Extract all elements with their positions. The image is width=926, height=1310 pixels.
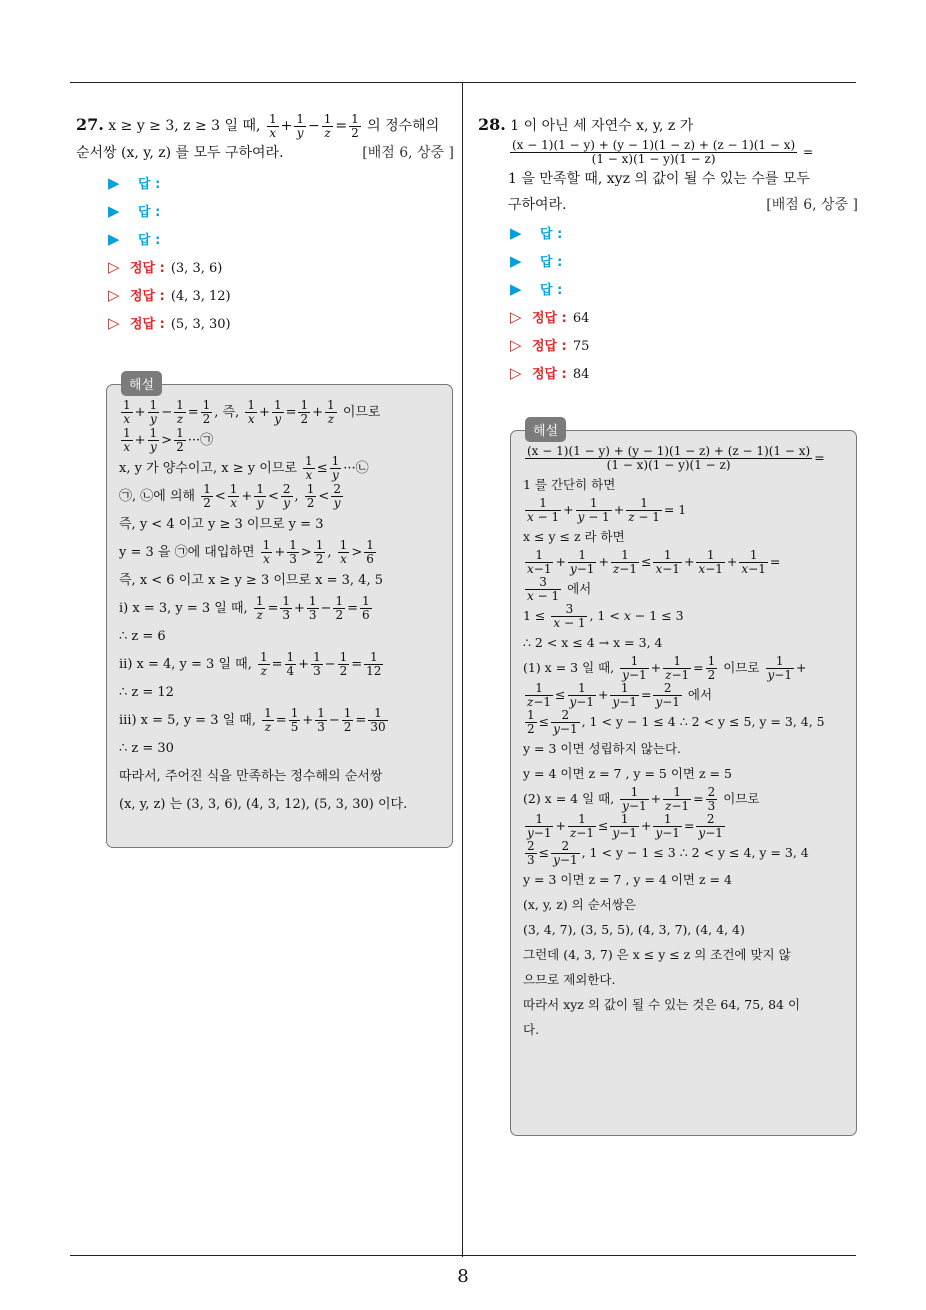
solution-badge: 해설: [121, 371, 162, 396]
q27-answer-3: (5, 3, 30): [170, 316, 231, 332]
outline-triangle-icon: ▷: [108, 313, 120, 332]
q27-number: 27.: [76, 115, 104, 134]
play-icon: ▶: [510, 224, 522, 242]
q28-equation: $\frac{(x - 1)(1 - y) + (y - 1)(1 - z) + (z - 1)(1 - x)}{(1 - x)(1 - y)(1 - z)}$ =: [512, 138, 814, 166]
q27-answers: ▶ 답 : ▶ 답 : ▶ 답 : ▷ 정답 : (3, 3, 6) ▷ 정답 : (4, 3, 12) ▷ 정답 : (5, 3, 30): [108, 170, 454, 338]
top-rule: [70, 82, 856, 83]
q27-answer-2: (4, 3, 12): [170, 288, 231, 304]
q28-answers: ▶ 답 : ▶ 답 : ▶ 답 : ▷ 정답 : 64 ▷ 정답 : 75 ▷ 정답 : 84: [510, 220, 858, 388]
outline-triangle-icon: ▷: [108, 257, 120, 276]
q27-stem: 27. x ≥ y ≥ 3, z ≥ 3 일 때, $\frac{1}{x}$ + $\frac{1}{y}$ − $\frac{1}{z}$ = $\frac{1}{2}$ 의 정수해의: [76, 111, 440, 140]
q28-solution-box: [510, 424, 857, 1136]
play-icon: ▶: [510, 252, 522, 270]
q28-meta: [배점 6, 상중 ]: [766, 197, 858, 213]
q27-meta: [배점 6, 상중 ]: [362, 144, 454, 161]
q28-number: 28.: [478, 115, 506, 134]
page-number: 8: [457, 1266, 469, 1287]
q27-solution-box: [106, 378, 453, 848]
play-icon: ▶: [108, 173, 120, 192]
outline-triangle-icon: ▷: [510, 336, 522, 354]
column-divider: [462, 82, 463, 1257]
q27-solution: $\frac{1}{x}$ + $\frac{1}{y}$ − $\frac{1}{z}$ = $\frac{1}{2}$ , 즉, $\frac{1}{x}$ + $\frac{1}{y}$ = $\frac{1}{2}$ + $\frac{1}{z}$ 이므로 $\frac{1}{x}$ + $\frac{1}{y}$ > $\frac{1}{2}$ ···㉠ x, y 가 양수이고, x ≥ y 이므로 $\frac{1}{x}$ ≤ $\frac{1}{y}$ ···㉡ ㉠, ㉡에 의해 $\frac{1}{2}$ < $\frac{1}{x}$ + $\frac{1}{y}$ < $\frac{2}{y}$ , $\frac{1}{2}$ < $\frac{2}{y}$ 즉, y < 4 이고 y ≥ 3 이므로 y = 3 y = 3 을 ㉠에 대입하면 $\frac{1}{x}$ + $\frac{1}{3}$ > $\frac{1}{2}$ , $\frac{1}{x}$ > $\frac{1}{6}$ 즉, x < 6 이고 x ≥ y ≥ 3 이므로 x = 3, 4, 5 ⅰ) x = 3, y = 3 일 때, $\frac{1}{z}$ = $\frac{1}{3}$ + $\frac{1}{3}$ − $\frac{1}{2}$ = $\frac{1}{6}$ ∴ z = 6 ⅱ) x = 4, y = 3 일 때, $\frac{1}{z}$ = $\frac{1}{4}$ + $\frac{1}{3}$ − $\frac{1}{2}$ = $\frac{1}{12}$ ∴ z = 12 ⅲ) x = 5, y = 3 일 때, $\frac{1}{z}$ = $\frac{1}{5}$ + $\frac{1}{3}$ − $\frac{1}{2}$ = $\frac{1}{30}$ ∴ z = 30 따라서, 주어진 식을 만족하는 정수해의 순서쌍 (x, y, z) 는 (3, 3, 6), (4, 3, 12), (5, 3, 30) 이다.: [119, 398, 408, 812]
q28-answer-1: 64: [572, 311, 590, 326]
outline-triangle-icon: ▷: [510, 364, 522, 382]
bottom-rule: [70, 1255, 856, 1256]
q27-answer-1: (3, 3, 6): [170, 260, 223, 276]
q28-answer-3: 84: [572, 367, 590, 382]
play-icon: ▶: [108, 201, 120, 220]
question-28: 28. 1 이 아닌 세 자연수 x, y, z 가 $\frac{(x - 1)(1 - y) + (y - 1)(1 - z) + (z - 1)(1 - x)}{(1 - x)(1 - y)(1 - z)}$ = 1 을 만족할 때, xyz 의 값이 될 수 있는 수를 모두 구하여라. [배점 6, 상중 ] ▶ 답 : ▶ 답 : ▶ 답 : ▷ 정답 : 64 ▷ 정답 : 75 ▷ 정답 : 84: [478, 112, 858, 388]
q28-answer-2: 75: [572, 339, 590, 354]
question-27: 27. x ≥ y ≥ 3, z ≥ 3 일 때, $\frac{1}{x}$ + $\frac{1}{y}$ − $\frac{1}{z}$ = $\frac{1}{2}$ 의 정수해의 순서쌍 (x, y, z) 를 모두 구하여라. [배점 6, 상중 ] ▶ 답 : ▶ 답 : ▶ 답 : ▷ 정답 : (3, 3, 6) ▷ 정답 : (4, 3, 12) ▷ 정답 : (5, 3, 30): [76, 112, 454, 338]
outline-triangle-icon: ▷: [510, 308, 522, 326]
outline-triangle-icon: ▷: [108, 285, 120, 304]
solution-badge: 해설: [525, 417, 566, 442]
q28-solution: $\frac{(x - 1)(1 - y) + (y - 1)(1 - z) + (z - 1)(1 - x)}{(1 - x)(1 - y)(1 - z)}$ = 1 를 간단히 하면 $\frac{1}{x - 1}$ + $\frac{1}{y - 1}$ + $\frac{1}{z - 1}$ = 1 x ≤ y ≤ z 라 하면 $\frac{1}{x-1}$ + $\frac{1}{y-1}$ + $\frac{1}{z-1}$ ≤ $\frac{1}{x-1}$ + $\frac{1}{x-1}$ + $\frac{1}{x-1}$ = $\frac{3}{x - 1}$ 에서 1 ≤ $\frac{3}{x - 1}$ , 1 < x − 1 ≤ 3 ∴ 2 < x ≤ 4 → x = 3, 4 (1) x = 3 일 때, $\frac{1}{y-1}$ + $\frac{1}{z-1}$ = $\frac{1}{2}$ 이므로 $\frac{1}{y-1}$ + $\frac{1}{z-1}$ ≤ $\frac{1}{y-1}$ + $\frac{1}{y-1}$ = $\frac{2}{y-1}$ 에서 $\frac{1}{2}$ ≤ $\frac{2}{y-1}$ , 1 < y − 1 ≤ 4 ∴ 2 < y ≤ 5, y = 3, 4, 5 y = 3 이면 성립하지 않는다. y = 4 이면 z = 7 , y = 5 이면 z = 5 (2) x = 4 일 때, $\frac{1}{y-1}$ + $\frac{1}{z-1}$ = $\frac{2}{3}$ 이므로 $\frac{1}{y-1}$ + $\frac{1}{z-1}$ ≤ $\frac{1}{y-1}$ + $\frac{1}{y-1}$ = $\frac{2}{y-1}$ $\frac{2}{3}$ ≤ $\frac{2}{y-1}$ , 1 < y − 1 ≤ 3 ∴ 2 < y ≤ 4, y = 3, 4 y = 3 이면 z = 7 , y = 4 이면 z = 4 (x, y, z) 의 순서쌍은 (3, 4, 7), (3, 5, 5), (4, 3, 7), (4, 4, 4) 그런데 (4, 3, 7) 은 x ≤ y ≤ z 의 조건에 맞지 않 으므로 제외한다. 따라서 xyz 의 값이 될 수 있는 것은 64, 75, 84 이 다.: [523, 444, 825, 1037]
play-icon: ▶: [108, 229, 120, 248]
play-icon: ▶: [510, 280, 522, 298]
